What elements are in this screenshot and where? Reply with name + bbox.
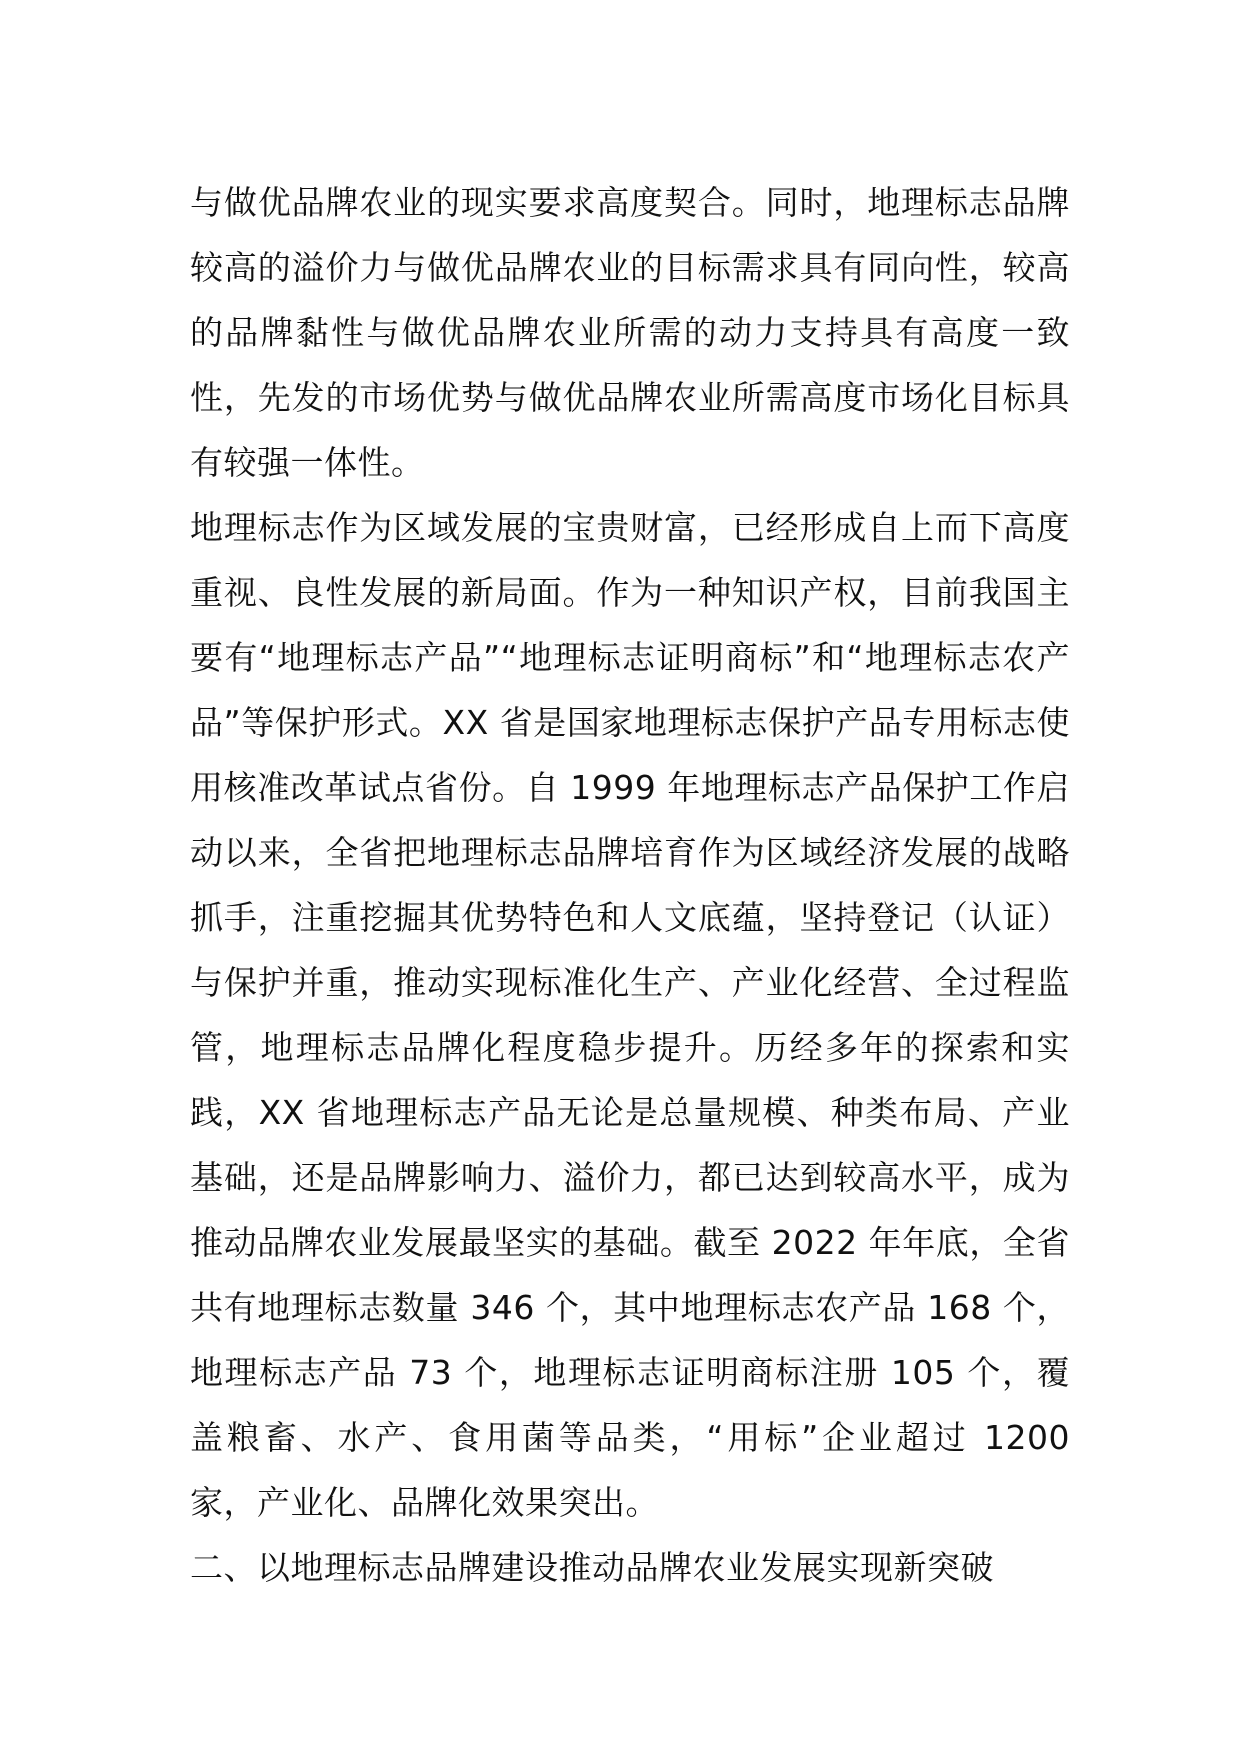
paragraph-geographic-indication: 地理标志作为区域发展的宝贵财富，已经形成自上而下高度重视、良性发展的新局面。作为一种知识产权，目前我国主要有“地理标志产品”“地理标志证明商标”和“地理标志农产品”等保护形式。XX 省是国家地理标志保护产品专用标志使用核准改革试点省份。自 1999 年地理标志产品保护工作启动以来，全省把地理标志品牌培育作为区域经济发展的战略抓手，注重挖掘其优势特色和人文底蕴，坚持登记（认证）与保护并重，推动实现标准化生产、产业化经营、全过程监管，地理标志品牌化程度稳步提升。历经多年的探索和实践，XX 省地理标志产品无论是总量规模、种类布局、产业基础，还是品牌影响力、溢价力，都已达到较高水平，成为推动品牌农业发展最坚实的基础。截至 2022 年年底，全省共有地理标志数量 346 个，其中地理标志农产品 168 个，地理标志产品 73 个，地理标志证明商标注册 105 个，覆盖粮畜、水产、食用菌等品类，“用标”企业超过 1200 家，产业化、品牌化效果突出。 xyxy=(190,508,1070,1522)
paragraph-intro: 与做优品牌农业的现实要求高度契合。同时，地理标志品牌较高的溢价力与做优品牌农业的目标需求具有同向性，较高的品牌黏性与做优品牌农业所需的动力支持具有高度一致性，先发的市场优势与做优品牌农业所需高度市场化目标具有较强一体性。 xyxy=(190,183,1070,482)
document-page xyxy=(190,170,1070,1600)
section-heading: 二、以地理标志品牌建设推动品牌农业发展实现新突破 xyxy=(190,1548,994,1587)
